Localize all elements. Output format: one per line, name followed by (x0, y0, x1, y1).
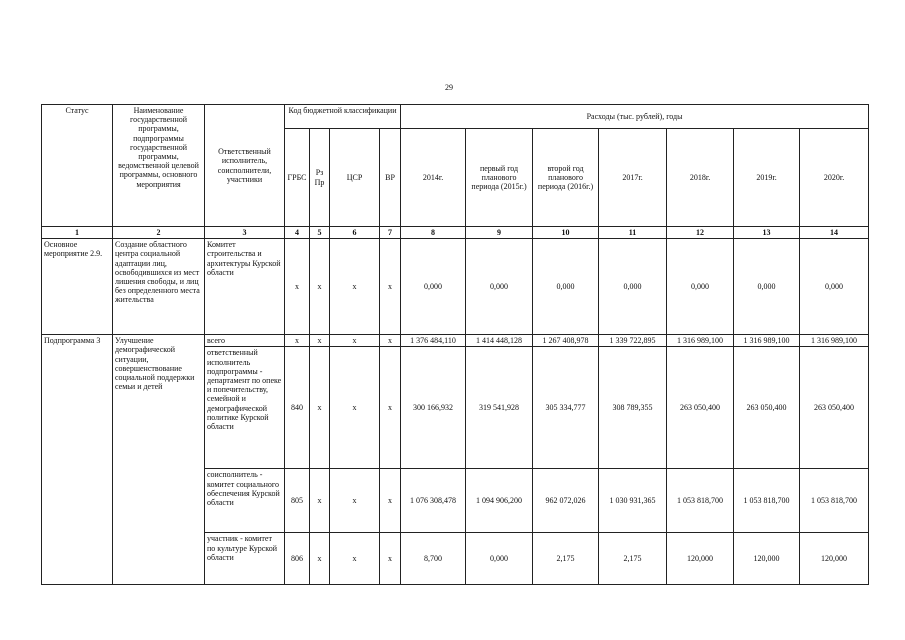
cell-value: 120,000 (734, 533, 800, 585)
cell-value: 0,000 (734, 239, 800, 335)
row-name: Улучшение демографической ситуации, совершенствование социальной поддержки семьи и детей (113, 335, 205, 585)
row-executor: Комитет строительства и архитектуры Курской области (205, 239, 285, 335)
cell-value: 120,000 (800, 533, 869, 585)
cell-csr: x (330, 335, 380, 347)
cell-value: 0,000 (599, 239, 667, 335)
cell-value: 2,175 (599, 533, 667, 585)
header-kbk: Код бюджетной классификации (285, 105, 401, 129)
cell-grbs: 806 (285, 533, 310, 585)
header-year: второй год планового периода (2016г.) (533, 129, 599, 227)
cell-value: 2,175 (533, 533, 599, 585)
cell-value: 300 166,932 (401, 347, 466, 469)
column-number: 3 (205, 227, 285, 239)
header-year: 2020г. (800, 129, 869, 227)
cell-value: 1 053 818,700 (667, 469, 734, 533)
table-row (42, 335, 869, 347)
cell-vr: x (380, 335, 401, 347)
column-number: 13 (734, 227, 800, 239)
column-number: 7 (380, 227, 401, 239)
cell-rzpr: x (310, 335, 330, 347)
cell-vr: x (380, 533, 401, 585)
table-row (42, 239, 869, 335)
cell-vr: x (380, 239, 401, 335)
cell-grbs: 840 (285, 347, 310, 469)
cell-value: 263 050,400 (667, 347, 734, 469)
cell-value: 1 316 989,100 (800, 335, 869, 347)
cell-value: 0,000 (401, 239, 466, 335)
cell-grbs: x (285, 239, 310, 335)
row-status: Подпрограмма 3 (42, 335, 113, 585)
cell-rzpr: x (310, 469, 330, 533)
column-numbers-row (42, 227, 869, 239)
cell-value: 1 094 906,200 (466, 469, 533, 533)
column-number: 8 (401, 227, 466, 239)
cell-value: 0,000 (533, 239, 599, 335)
budget-table (41, 104, 869, 585)
cell-value: 120,000 (667, 533, 734, 585)
cell-value: 1 414 448,128 (466, 335, 533, 347)
column-number: 6 (330, 227, 380, 239)
cell-rzpr: x (310, 347, 330, 469)
cell-value: 1 316 989,100 (734, 335, 800, 347)
cell-value: 308 789,355 (599, 347, 667, 469)
cell-value: 1 030 931,365 (599, 469, 667, 533)
row-name: Создание областного центра социальной адаптации лиц, освободившихся из мест лишения свободы, и лиц без определенного места жительства (113, 239, 205, 335)
cell-value: 263 050,400 (800, 347, 869, 469)
row-executor: всего (205, 335, 285, 347)
cell-rzpr: x (310, 239, 330, 335)
cell-rzpr: x (310, 533, 330, 585)
cell-value: 1 339 722,895 (599, 335, 667, 347)
header-year: 2018г. (667, 129, 734, 227)
cell-value: 0,000 (667, 239, 734, 335)
cell-value: 1 376 484,110 (401, 335, 466, 347)
cell-value: 0,000 (800, 239, 869, 335)
header-status: Статус (42, 105, 113, 227)
cell-value: 1 316 989,100 (667, 335, 734, 347)
header-year: 2017г. (599, 129, 667, 227)
header-name: Наименование государственной программы, подпрограммы государственной программы, ведомственной целевой программы, основного мероприятия (113, 105, 205, 227)
cell-value: 1 267 408,978 (533, 335, 599, 347)
header-year: 2014г. (401, 129, 466, 227)
header-rzpr: Рз Пр (310, 129, 330, 227)
row-status: Основное мероприятие 2.9. (42, 239, 113, 335)
header-grbs: ГРБС (285, 129, 310, 227)
row-executor: соисполнитель - комитет социального обеспечения Курской области (205, 469, 285, 533)
cell-value: 263 050,400 (734, 347, 800, 469)
cell-csr: x (330, 469, 380, 533)
cell-grbs: 805 (285, 469, 310, 533)
column-number: 12 (667, 227, 734, 239)
column-number: 1 (42, 227, 113, 239)
column-number: 4 (285, 227, 310, 239)
cell-value: 962 072,026 (533, 469, 599, 533)
cell-vr: x (380, 347, 401, 469)
cell-value: 319 541,928 (466, 347, 533, 469)
cell-value: 1 053 818,700 (734, 469, 800, 533)
cell-value: 0,000 (466, 239, 533, 335)
cell-vr: x (380, 469, 401, 533)
cell-grbs: x (285, 335, 310, 347)
column-number: 14 (800, 227, 869, 239)
header-csr: ЦСР (330, 129, 380, 227)
page-number: 29 (445, 83, 453, 92)
cell-value: 8,700 (401, 533, 466, 585)
column-number: 11 (599, 227, 667, 239)
cell-csr: x (330, 239, 380, 335)
header-expenses: Расходы (тыс. рублей), годы (401, 105, 869, 129)
header-year: первый год планового периода (2015г.) (466, 129, 533, 227)
row-executor: участник - комитет по культуре Курской области (205, 533, 285, 585)
cell-value: 0,000 (466, 533, 533, 585)
header-row-1 (42, 105, 869, 129)
column-number: 9 (466, 227, 533, 239)
header-year: 2019г. (734, 129, 800, 227)
header-executor: Ответственный исполнитель, соисполнители, участники (205, 105, 285, 227)
header-vr: ВР (380, 129, 401, 227)
column-number: 2 (113, 227, 205, 239)
cell-value: 1 053 818,700 (800, 469, 869, 533)
row-executor: ответственный исполнитель подпрограммы - департамент по опеке и попечительству, семейной и демографической политике Курской области (205, 347, 285, 469)
column-number: 5 (310, 227, 330, 239)
column-number: 10 (533, 227, 599, 239)
cell-value: 305 334,777 (533, 347, 599, 469)
cell-csr: x (330, 347, 380, 469)
cell-value: 1 076 308,478 (401, 469, 466, 533)
cell-csr: x (330, 533, 380, 585)
